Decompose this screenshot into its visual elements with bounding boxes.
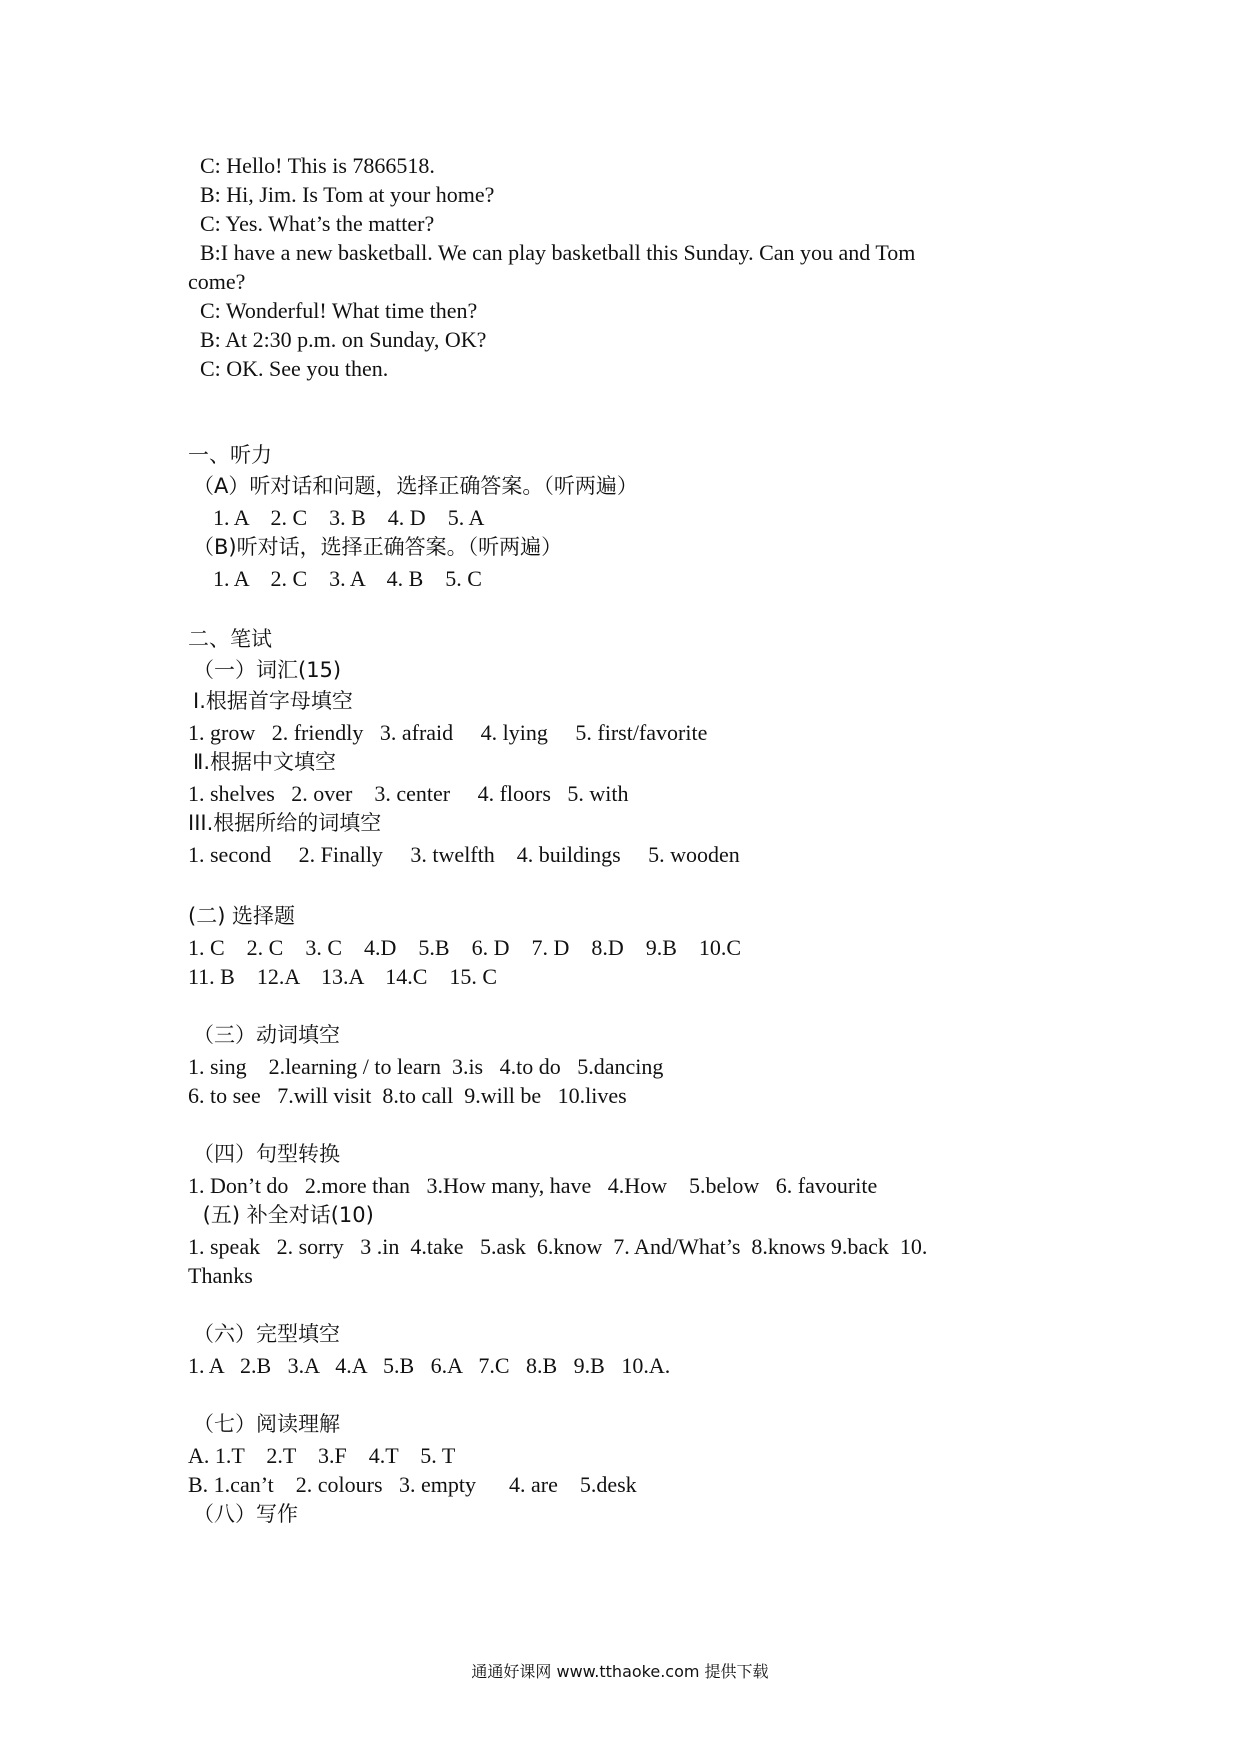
reading-answers-b: B. 1.can’t 2. colours 3. empty 4. are 5.desk [188,1472,637,1497]
verb-fill-answers-row: 1. sing 2.learning / to learn 3.is 4.to do 5.dancing [188,1054,664,1079]
sentence-transform-title: （四）句型转换 [193,1142,340,1166]
vocab-part-1-title: Ⅰ.根据首字母填空 [193,689,353,713]
dialogue-line: C: Wonderful! What time then? [200,298,478,323]
vocab-title: （一）词汇(15) [193,658,342,682]
section-title-written: 二、笔试 [188,627,272,651]
vocab-part-3-title: III.根据所给的词填空 [188,811,382,835]
choice-answers-row: 11. B 12.A 13.A 14.C 15. C [188,964,498,989]
dialogue-line: B: Hi, Jim. Is Tom at your home? [200,182,495,207]
section-title-listening: 一、听力 [188,443,272,467]
verb-fill-title: （三）动词填空 [193,1023,340,1047]
cloze-title: （六）完型填空 [193,1322,340,1346]
dialogue-line: C: OK. See you then. [200,356,389,381]
reading-answers-a: A. 1.T 2.T 3.F 4.T 5. T [188,1443,456,1468]
vocab-part-2-title: Ⅱ.根据中文填空 [193,750,337,774]
listening-part-a-answers: 1. A 2. C 3. B 4. D 5. A [213,505,485,530]
dialogue-line: B:I have a new basketball. We can play basketball this Sunday. Can you and Tom [200,240,916,265]
listening-part-b-title: （B)听对话，选择正确答案。（听两遍） [193,535,563,559]
dialogue-line: C: Hello! This is 7866518. [200,153,435,178]
vocab-part-2-answers: 1. shelves 2. over 3. center 4. floors 5. with [188,781,629,806]
listening-part-b-answers: 1. A 2. C 3. A 4. B 5. C [213,566,482,591]
dialogue-line: B: At 2:30 p.m. on Sunday, OK? [200,327,487,352]
vocab-part-3-answers: 1. second 2. Finally 3. twelfth 4. buildings 5. wooden [188,842,740,867]
dialogue-line: come? [188,269,246,294]
dialogue-complete-answers-row: Thanks [188,1263,253,1288]
choice-title: (二) 选择题 [188,904,296,928]
page-footer: 通通好课网 www.tthaoke.com 提供下载 [471,1662,769,1681]
choice-answers-row: 1. C 2. C 3. C 4.D 5.B 6. D 7. D 8.D 9.B 10.C [188,935,742,960]
verb-fill-answers-row: 6. to see 7.will visit 8.to call 9.will be 10.lives [188,1083,627,1108]
reading-title: （七）阅读理解 [193,1412,340,1436]
sentence-transform-answers: 1. Don’t do 2.more than 3.How many, have 4.How 5.below 6. favourite [188,1173,878,1198]
dialogue-complete-title: (五) 补全对话(10) [196,1203,374,1227]
cloze-answers: 1. A 2.B 3.A 4.A 5.B 6.A 7.C 8.B 9.B 10.A. [188,1353,671,1378]
vocab-part-1-answers: 1. grow 2. friendly 3. afraid 4. lying 5. first/favorite [188,720,708,745]
listening-part-a-title: （A）听对话和问题，选择正确答案。（听两遍） [193,474,638,498]
dialogue-complete-answers-row: 1. speak 2. sorry 3 .in 4.take 5.ask 6.know 7. And/What’s 8.knows 9.back 10. [188,1234,928,1259]
writing-title: （八）写作 [193,1502,298,1526]
dialogue-line: C: Yes. What’s the matter? [200,211,435,236]
